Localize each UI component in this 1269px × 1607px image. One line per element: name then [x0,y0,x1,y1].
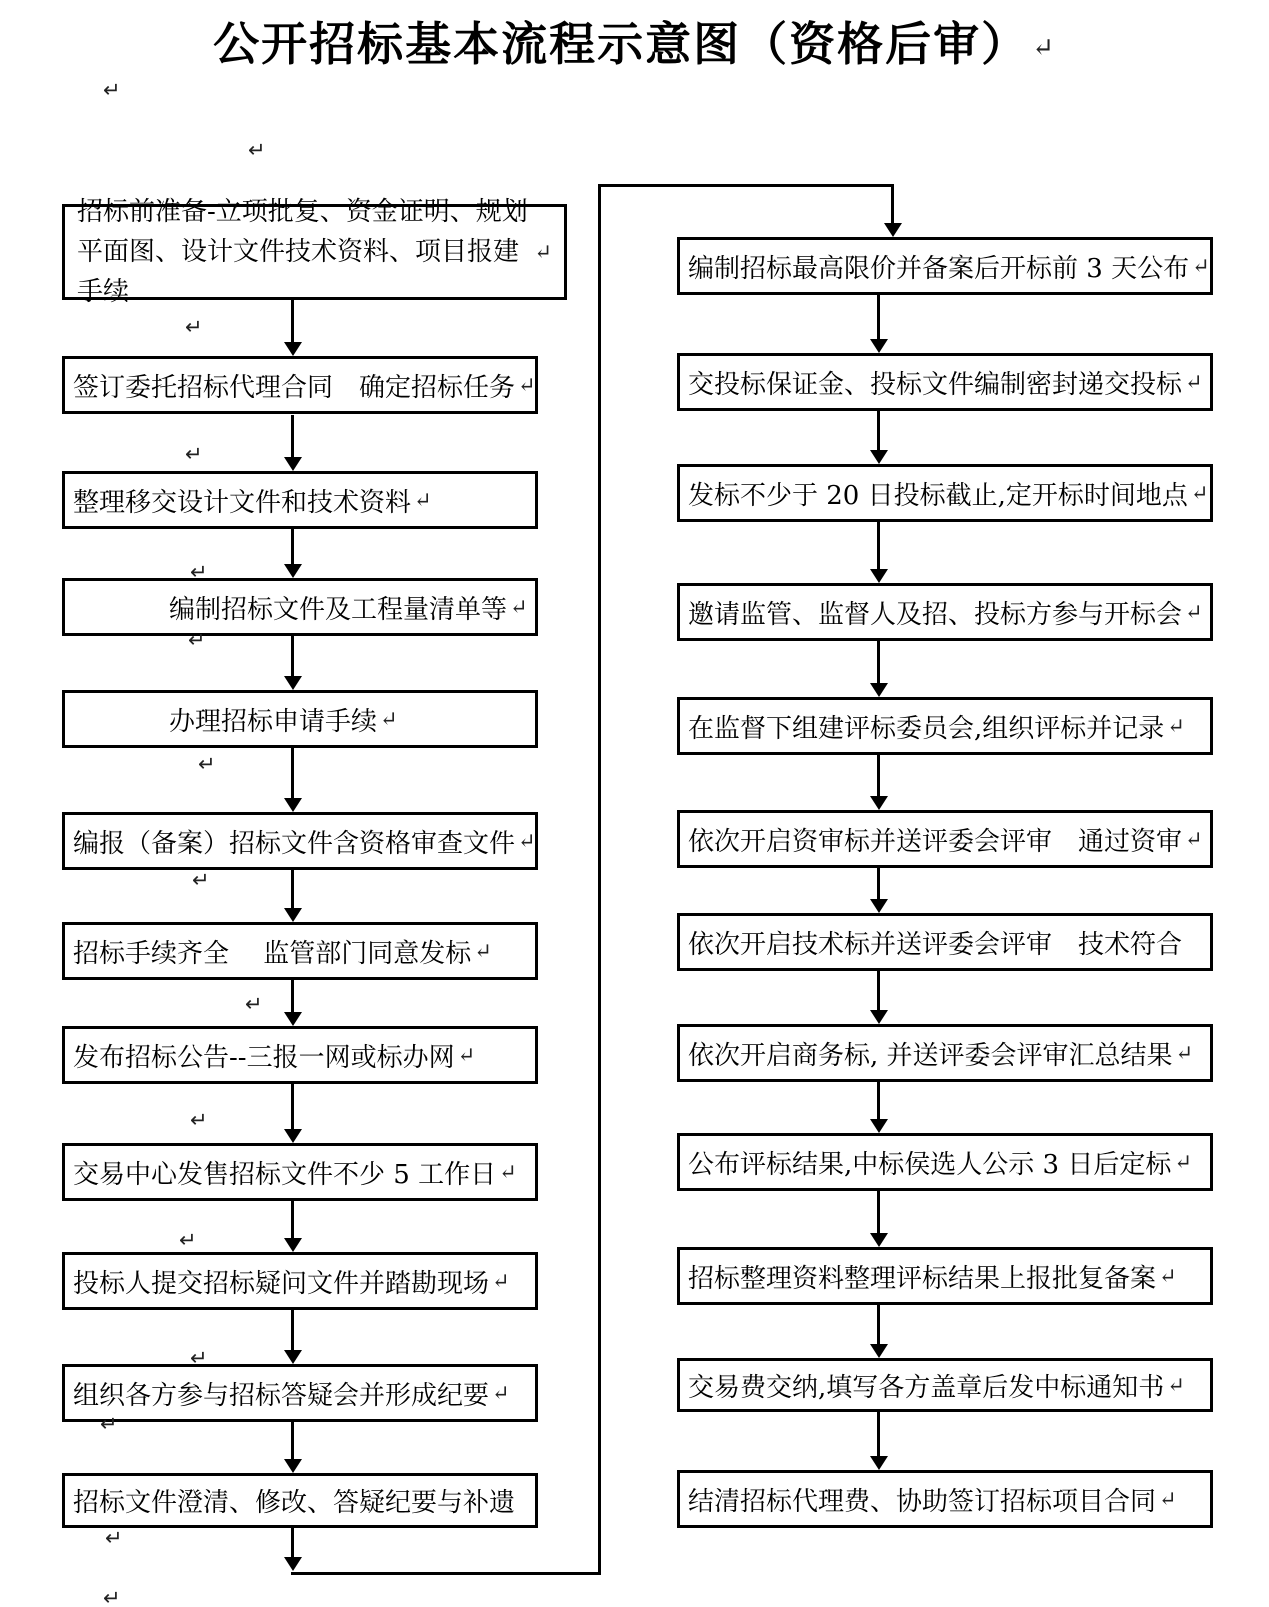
flow-arrow [291,529,294,564]
flow-step-text: 招标文件澄清、修改、答疑纪要与补遗 [73,1488,516,1518]
flow-step-text: 投标人提交招标疑问文件并踏勘现场 [73,1268,490,1299]
flow-step-left-4 [62,578,538,636]
flow-arrow [877,970,880,1010]
paragraph-mark: ↵ [190,1346,208,1370]
flow-step-text: 结清招标代理费、协助签订招标项目合同 [688,1486,1157,1517]
flow-step-right-3 [677,464,1213,522]
connector-entry-arrow [891,186,894,223]
page-title-text: 公开招标基本流程示意图（资格后审） [213,17,1030,71]
paragraph-mark: ↵ [1159,1264,1177,1288]
paragraph-mark: ↵ [192,868,210,892]
flow-step-text: 编制招标最高限价并备案后开标前 3 天公布 [688,253,1190,284]
paragraph-mark: ↵ [188,628,206,652]
flow-step-right-12 [677,1470,1213,1528]
flow-step-right-5 [677,697,1213,755]
flow-step-left-11 [62,1364,538,1422]
flow-step-left-12 [62,1473,538,1528]
flow-step-left-6 [62,812,538,870]
flow-step-text: 整理移交设计文件和技术资料 [73,487,412,518]
flow-step-right-9 [677,1133,1213,1191]
flow-step-right-1 [677,237,1213,295]
flow-step-left-7 [62,922,538,980]
flow-step-text: 招标手续齐全 监管部门同意发标 [73,938,472,969]
flow-step-text: 依次开启商务标, 并送评委会评审汇总结果 [688,1040,1173,1071]
flow-arrow [877,1412,880,1456]
flow-step-text: 招标前准备-立项批复、资金证明、规划平面图、设计文件技术资料、项目报建手续 [77,197,528,307]
flow-step-text: 在监督下组建评标委员会,组织评标并记录 [688,713,1165,744]
paragraph-mark: ↵ [414,488,432,512]
paragraph-mark: ↵ [179,1228,197,1252]
connector-riser-line [598,184,601,1575]
connector-top-line [598,184,894,187]
paragraph-mark: ↵ [518,373,536,397]
flow-step-text: 招标整理资料整理评标结果上报批复备案 [688,1263,1157,1294]
flow-step-text: 依次开启技术标并送评委会评审 技术符合 [688,929,1183,960]
paragraph-mark: ↵ [1032,33,1056,63]
paragraph-mark: ↵ [248,138,266,162]
flow-arrow [291,867,294,908]
flow-step-right-10 [677,1247,1213,1305]
flow-arrow [877,295,880,339]
flow-step-left-9 [62,1143,538,1201]
flow-step-text: 编报（备案）招标文件含资格审查文件 [73,828,516,859]
flow-step-text: 办理招标申请手续 [169,706,378,737]
paragraph-mark: ↵ [1185,600,1203,624]
flow-step-right-8 [677,1024,1213,1082]
paragraph-mark: ↵ [380,707,398,731]
paragraph-mark: ↵ [1190,481,1209,505]
paragraph-mark: ↵ [1185,827,1203,851]
paragraph-mark: ↵ [534,240,552,264]
flow-step-left-1 [62,197,567,307]
flow-step-text: 依次开启资审标并送评委会评审 通过资审 [688,826,1183,857]
flow-step-right-11 [677,1358,1213,1412]
flow-arrow [291,1420,294,1459]
page-title [0,8,1269,74]
paragraph-mark: ↵ [1159,1487,1177,1511]
flow-step-right-2 [677,353,1213,411]
flow-arrow [877,754,880,796]
paragraph-mark: ↵ [474,939,492,963]
paragraph-mark: ↵ [105,1526,123,1550]
flow-step-text: 邀请监管、监督人及招、投标方参与开标会 [688,599,1183,630]
flow-arrow [877,1304,880,1344]
flow-arrow [291,748,294,798]
flow-step-text: 交易费交纳,填写各方盖章后发中标通知书 [688,1372,1165,1403]
paragraph-mark: ↵ [185,315,203,339]
paragraph-mark: ↵ [492,1381,510,1405]
flow-step-text: 签订委托招标代理合同 确定招标任务 [73,372,516,403]
flow-arrow [291,1200,294,1238]
flow-step-text: 交投标保证金、投标文件编制密封递交投标 [688,369,1183,400]
connector-down-arrow [291,1527,294,1557]
paragraph-mark: ↵ [518,829,536,853]
flow-arrow [877,1081,880,1119]
flow-arrow [877,522,880,569]
paragraph-mark: ↵ [510,595,528,619]
flow-arrow [877,867,880,899]
flow-step-text: 交易中心发售招标文件不少 5 工作日 [73,1159,497,1190]
flow-step-right-6 [677,810,1213,868]
paragraph-mark: ↵ [198,752,216,776]
flow-step-left-10 [62,1252,538,1310]
paragraph-mark: ↵ [457,1043,476,1067]
paragraph-mark: ↵ [1185,370,1203,394]
flow-step-text: 发标不少于 20 日投标截止,定开标时间地点 [688,480,1188,511]
paragraph-mark: ↵ [1175,1041,1194,1065]
flow-arrow [877,410,880,450]
paragraph-mark: ↵ [245,992,263,1016]
flow-arrow [291,636,294,676]
flow-step-left-2 [62,356,538,414]
paragraph-mark: ↵ [103,78,121,102]
flow-step-left-5 [62,690,538,748]
flow-arrow [291,980,294,1012]
flow-step-left-3 [62,471,538,529]
flow-arrow [291,300,294,342]
paragraph-mark: ↵ [190,560,208,584]
flow-step-text: 编制招标文件及工程量清单等 [169,594,508,625]
paragraph-mark: ↵ [499,1160,517,1184]
flow-step-text: 发布招标公告--三报一网或标办网 [73,1042,455,1073]
paragraph-mark: ↵ [1167,714,1185,738]
paragraph-mark: ↵ [185,442,203,466]
paragraph-mark: ↵ [492,1269,510,1293]
paragraph-mark: ↵ [1167,1373,1185,1397]
flow-step-text: 公布评标结果,中标侯选人公示 3 日后定标 [688,1149,1172,1180]
flow-step-text: 组织各方参与招标答疑会并形成纪要 [73,1380,490,1411]
paragraph-mark: ↵ [1192,254,1210,278]
paragraph-mark: ↵ [190,1108,208,1132]
flow-arrow [291,1082,294,1129]
paragraph-mark: ↵ [103,1586,121,1607]
flow-arrow [877,1191,880,1233]
paragraph-mark: ↵ [1174,1150,1192,1174]
paragraph-mark: ↵ [100,1412,118,1436]
flow-step-left-8 [62,1026,538,1084]
flow-step-right-7 [677,913,1213,971]
flow-arrow [877,640,880,683]
flow-step-right-4 [677,583,1213,641]
connector-bottom-line [291,1572,601,1575]
flow-arrow [291,1308,294,1350]
flow-arrow [291,415,294,457]
